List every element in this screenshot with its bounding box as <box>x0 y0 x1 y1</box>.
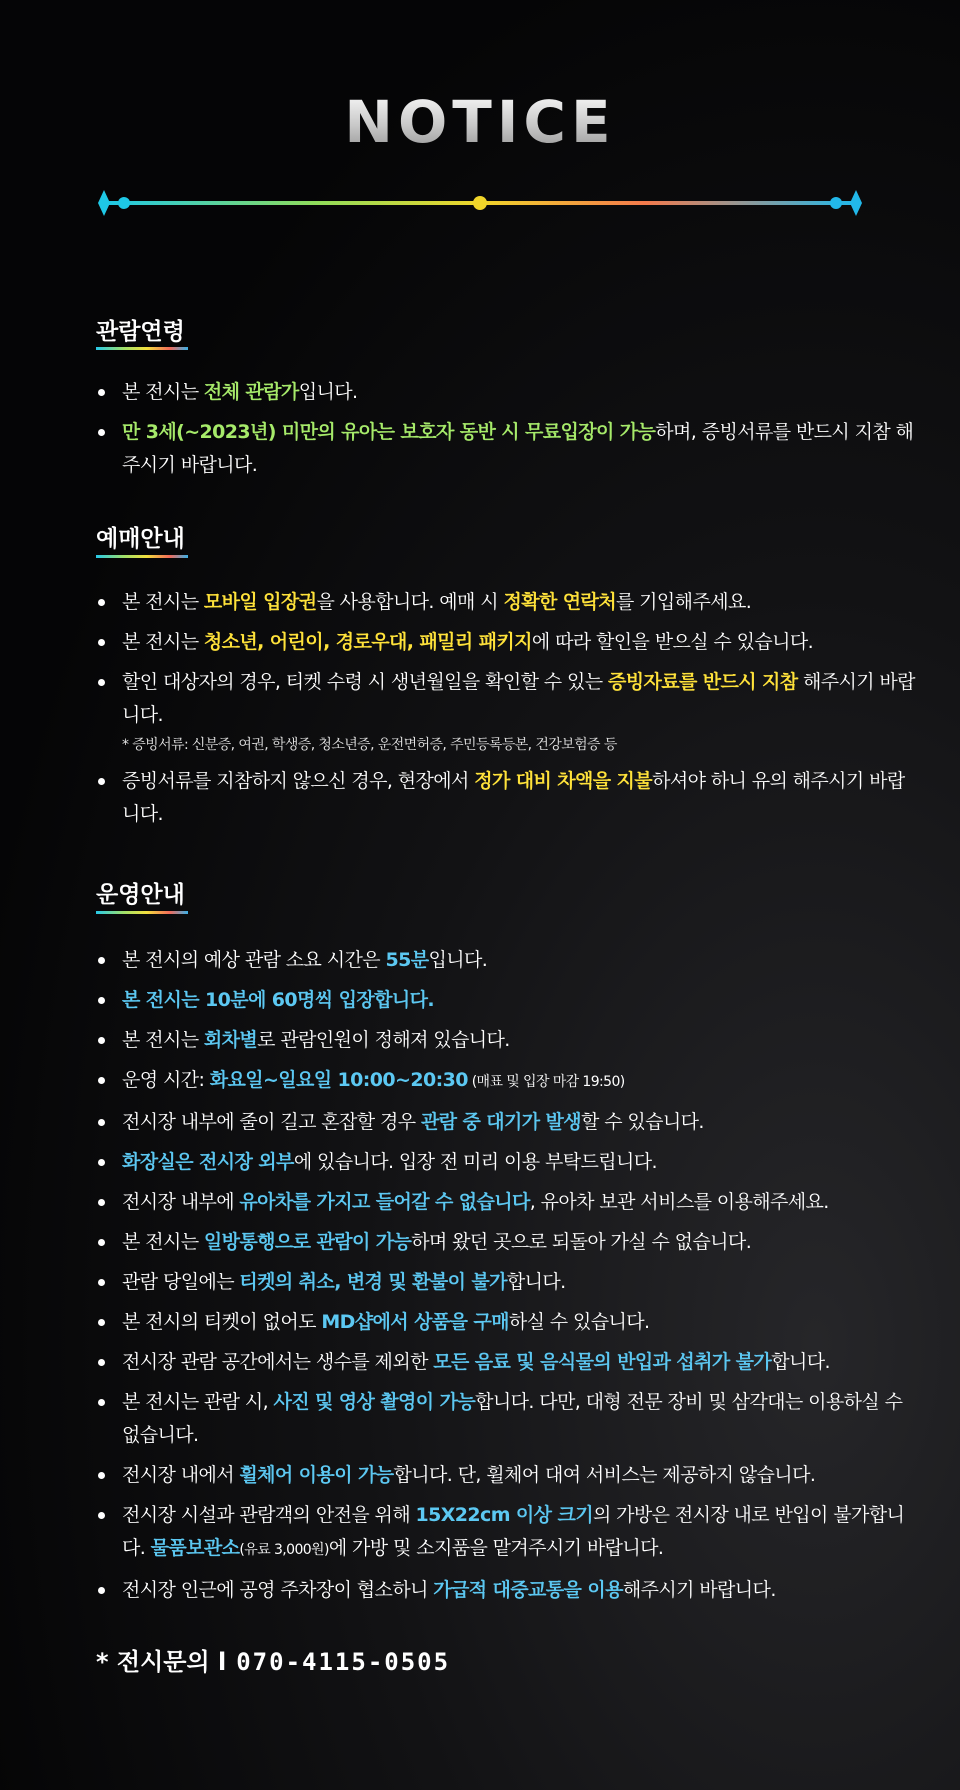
list-item: 증빙서류를 지참하지 않으신 경우, 현장에서 정가 대비 차액을 지불하셔야 하니 유의 해주시기 바랍니다. <box>96 765 916 831</box>
list-item: 전시장 내부에 유아차를 가지고 들어갈 수 없습니다, 유아차 보관 서비스를 이용해주세요. <box>96 1186 916 1219</box>
list-item: 본 전시의 티켓이 없어도 MD샵에서 상품을 구매하실 수 있습니다. <box>96 1306 916 1339</box>
age-list <box>96 376 916 489</box>
list-item: 본 전시는 청소년, 어린이, 경로우대, 패밀리 패키지에 따라 할인을 받으실 수 있습니다. <box>96 626 916 659</box>
contact-phone: 070-4115-0505 <box>236 1648 451 1676</box>
list-item: 전시장 내에서 휠체어 이용이 가능합니다. 단, 휠체어 대여 서비스는 제공하지 않습니다. <box>96 1459 916 1492</box>
list-item: 본 전시는 전체 관람가입니다. <box>96 376 916 409</box>
section-title-ticket: 예매안내 <box>96 526 185 552</box>
contact-label: * 전시문의 l <box>96 1648 227 1676</box>
list-item: 본 전시는 회차별로 관람인원이 정해져 있습니다. <box>96 1024 916 1057</box>
ops-list <box>96 944 916 1614</box>
list-item: 관람 당일에는 티켓의 취소, 변경 및 환불이 불가합니다. <box>96 1266 916 1299</box>
section-underline <box>96 911 188 914</box>
list-item: 본 전시는 일방통행으로 관람이 가능하며 왔던 곳으로 되돌아 가실 수 없습니다. <box>96 1226 916 1259</box>
footnote: * 증빙서류: 신분증, 여권, 학생증, 청소년증, 운전면허증, 주민등록등본, 건강보험증 등 <box>122 737 617 753</box>
list-item: 전시장 내부에 줄이 길고 혼잡할 경우 관람 중 대기가 발생할 수 있습니다. <box>96 1106 916 1139</box>
list-item: 전시장 시설과 관람객의 안전을 위해 15X22cm 이상 크기의 가방은 전시장 내로 반입이 불가합니다. 물품보관소(유료 3,000원)에 가방 및 소지품을 맡겨주시기 바랍니다. <box>96 1499 916 1567</box>
list-item: 본 전시는 모바일 입장권을 사용합니다. 예매 시 정확한 연락처를 기입해주세요. <box>96 586 916 619</box>
list-item: 운영 시간: 화요일~일요일 10:00~20:30 (매표 및 입장 마감 19:50) <box>96 1064 916 1099</box>
page-title: NOTICE <box>0 88 960 156</box>
list-item: 화장실은 전시장 외부에 있습니다. 입장 전 미리 이용 부탁드립니다. <box>96 1146 916 1179</box>
list-item: 본 전시는 관람 시, 사진 및 영상 촬영이 가능합니다. 다만, 대형 전문 장비 및 삼각대는 이용하실 수 없습니다. <box>96 1386 916 1452</box>
gradient-divider-icon <box>88 190 872 230</box>
list-item: 전시장 인근에 공영 주차장이 협소하니 가급적 대중교통을 이용해주시기 바랍니다. <box>96 1574 916 1607</box>
list-item: 할인 대상자의 경우, 티켓 수령 시 생년월일을 확인할 수 있는 증빙자료를 반드시 지참 해주시기 바랍니다. * 증빙서류: 신분증, 여권, 학생증, 청소년증, 운전면허증, 주민등록등본, 건강보험증 등 <box>96 666 916 758</box>
list-item: 본 전시는 10분에 60명씩 입장합니다. <box>96 984 916 1017</box>
section-title-age: 관람연령 <box>96 319 185 345</box>
contact-line <box>96 1642 450 1677</box>
section-underline <box>96 347 188 350</box>
section-underline <box>96 555 188 558</box>
list-item: 전시장 관람 공간에서는 생수를 제외한 모든 음료 및 음식물의 반입과 섭취가 불가합니다. <box>96 1346 916 1379</box>
list-item: 본 전시의 예상 관람 소요 시간은 55분입니다. <box>96 944 916 977</box>
section-title-ops: 운영안내 <box>96 882 185 908</box>
ticket-list <box>96 586 916 838</box>
list-item: 만 3세(~2023년) 미만의 유아는 보호자 동반 시 무료입장이 가능하며, 증빙서류를 반드시 지참 해주시기 바랍니다. <box>96 416 916 482</box>
